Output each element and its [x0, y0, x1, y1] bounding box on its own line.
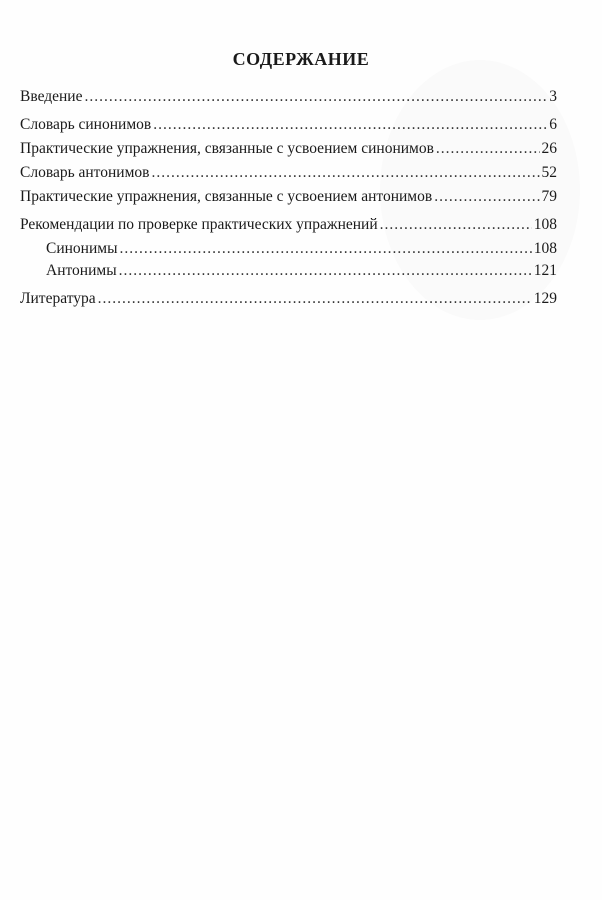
toc-dot-leader [84, 86, 547, 108]
toc-dot-leader [151, 162, 539, 184]
toc-entry-page: 6 [549, 116, 557, 133]
toc-entry-page: 26 [541, 140, 557, 157]
toc-entry [20, 186, 557, 208]
toc-dot-leader [120, 238, 532, 260]
page-title: СОДЕРЖАНИЕ [232, 49, 370, 69]
toc-entry-label: Литература [20, 290, 96, 307]
toc-entry [20, 288, 557, 310]
toc-entry-label: Синонимы [46, 240, 118, 257]
toc-dot-leader [436, 138, 540, 160]
toc-entry-page: 129 [533, 290, 557, 307]
toc-entry [20, 162, 557, 184]
toc-dot-leader [153, 114, 547, 136]
toc-dot-leader [434, 186, 539, 208]
toc-entry-page: 108 [533, 240, 557, 257]
toc-entry-label: Введение [20, 88, 83, 105]
toc-entry-page: 121 [533, 262, 557, 279]
toc-subentry [46, 238, 557, 260]
toc-dot-leader [119, 260, 532, 282]
toc-entry-label: Практические упражнения, связанные с усвоением синонимов [20, 140, 434, 157]
toc-entry-label: Словарь синонимов [20, 116, 152, 133]
toc-entry [20, 114, 557, 136]
toc-entry-label: Словарь антонимов [20, 164, 150, 181]
toc-entry [20, 214, 557, 236]
toc-dot-leader [98, 288, 532, 310]
toc-entry-page: 3 [549, 88, 557, 105]
toc-entry-page: 79 [541, 188, 557, 205]
toc-entry-label: Рекомендации по проверке практических упражнений [20, 216, 378, 233]
toc-entry-label: Антонимы [46, 262, 117, 279]
toc-dot-leader [380, 214, 532, 236]
toc-entry-label: Практические упражнения, связанные с усвоением антонимов [20, 188, 433, 205]
toc-entry-page: 108 [533, 216, 557, 233]
toc-entry-page: 52 [541, 164, 557, 181]
toc-entry [20, 138, 557, 160]
toc-entry [20, 86, 557, 108]
toc-subentry [46, 260, 557, 282]
